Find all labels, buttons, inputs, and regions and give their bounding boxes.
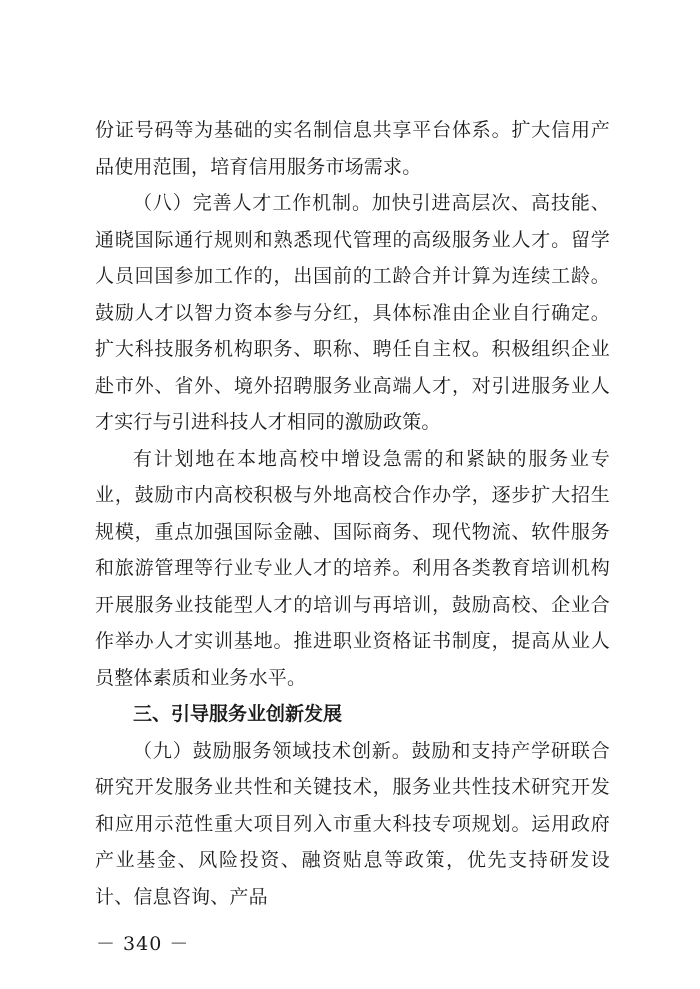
body-text — [95, 112, 610, 915]
page-number: － 340 － — [96, 933, 190, 955]
paragraph-tech-innovation: （九）鼓励服务领域技术创新。鼓励和支持产学研联合研究开发服务业共性和关键技术，服务业共性技术研究开发和应用示范性重大项目列入市重大科技专项规划。运用政府产业基金、风险投资、融资贴息等政策，优先支持研发设计、信息咨询、产品 — [95, 739, 610, 908]
section-heading: 三、引导服务业创新发展 — [133, 703, 343, 725]
paragraph-talent-mechanism: （八）完善人才工作机制。加快引进高层次、高技能、通晓国际通行规则和熟悉现代管理的高级服务业人才。留学人员回国参加工作的，出国前的工龄合并计算为连续工龄。鼓励人才以智力资本参与分红，具体标准由企业自行确定。扩大科技服务机构职务、职称、聘任自主权。积极组织企业赴市外、省外、境外招聘服务业高端人才，对引进服务业人才实行与引进科技人才相同的激励政策。 — [95, 192, 610, 433]
paragraph-continuation: 份证号码等为基础的实名制信息共享平台体系。扩大信用产品使用范围，培育信用服务市场需求。 — [95, 119, 610, 178]
paragraph-education-training: 有计划地在本地高校中增设急需的和紧缺的服务业专业，鼓励市内高校积极与外地高校合作办学，逐步扩大招生规模，重点加强国际金融、国际商务、现代物流、软件服务和旅游管理等行业专业人才的培养。利用各类教育培训机构开展服务业技能型人才的培训与再培训，鼓励高校、企业合作举办人才实训基地。推进职业资格证书制度，提高从业人员整体素质和业务水平。 — [95, 447, 610, 689]
